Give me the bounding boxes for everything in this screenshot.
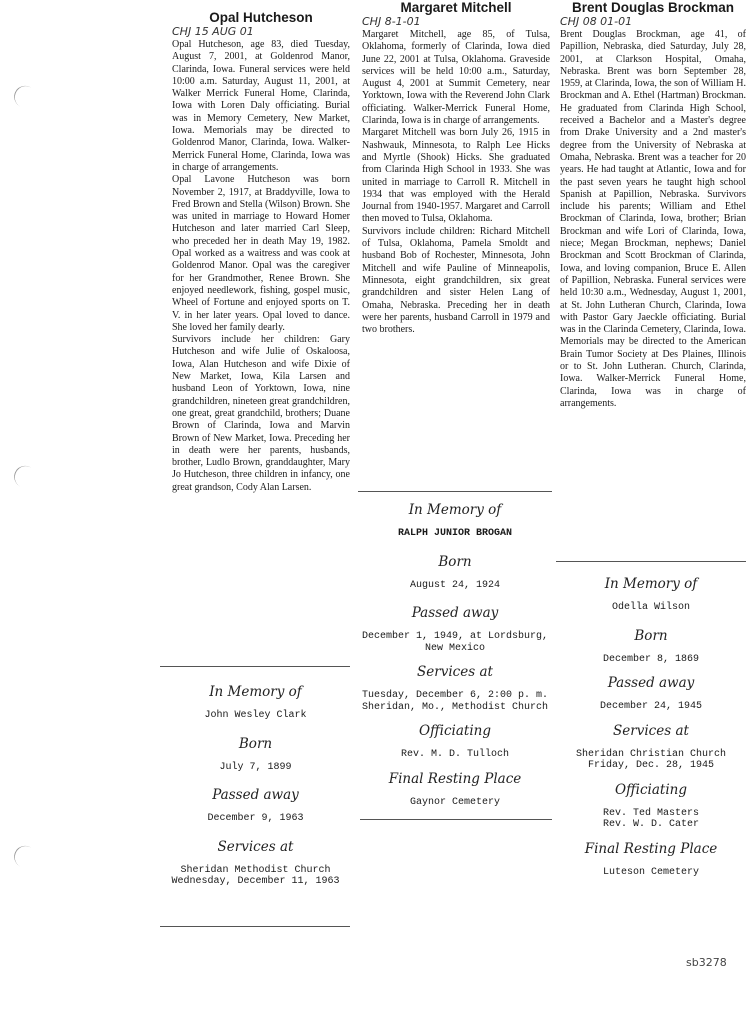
catalog-number: sb3278 xyxy=(686,956,727,969)
obituary-opal-hutcheson xyxy=(172,10,350,669)
memorial-name: RALPH JUNIOR BROGAN xyxy=(397,528,513,539)
born-label: Born xyxy=(634,627,668,644)
officiating-label: Officiating xyxy=(615,781,687,798)
born-date: December 8, 1869 xyxy=(602,653,699,665)
services-place: Sheridan, Mo., Methodist Church xyxy=(361,701,549,713)
clipping-edge xyxy=(160,926,350,927)
passed-label: Passed away xyxy=(212,787,299,803)
services-place: Sheridan Christian Church xyxy=(575,748,727,760)
clipping-edge xyxy=(556,561,746,562)
passed-date: December 9, 1963 xyxy=(207,813,304,824)
services-label: Services at xyxy=(217,838,294,855)
memorial-card-ralph-junior-brogan xyxy=(360,502,550,808)
clipping-edge xyxy=(358,491,552,492)
binder-hole-mark xyxy=(10,82,41,113)
officiating-label: Officiating xyxy=(419,723,491,739)
obituary-headline: Margaret Mitchell xyxy=(400,0,512,15)
resting-place: Gaynor Cemetery xyxy=(409,796,500,808)
handwritten-date: CHJ 08 01-01 xyxy=(560,15,633,28)
resting-place: Luteson Cemetery xyxy=(602,866,699,878)
passed-place: New Mexico xyxy=(424,642,485,654)
born-label: Born xyxy=(238,735,273,752)
obituary-headline: Brent Douglas Brockman xyxy=(571,0,735,15)
services-date: Friday, Dec. 28, 1945 xyxy=(587,760,715,771)
clipping-edge xyxy=(160,666,350,667)
services-date: Tuesday, December 6, 2:00 p. m. xyxy=(361,690,549,701)
obituary-body: Brent Douglas Brockman, age 41, of Papillion, Nebraska, died Saturday, July 28, 2001, at Clarkson Hospital, Omaha, Nebraska. Brent was born September 28, 1959, at Clarinda, Iowa, the son of William H. Brockman and A. Ethel (Hartman) Brockman. He graduated from Clarinda High School, received a Bachelor and a Master's degree from Drake University and a 2nd master's degree from the University of Nebraska at Omaha, Nebraska. Brent was a teacher for 20 years. He had taught at Atlantic, Iowa and for the past seven years he taught high school Spanish at Papillion, Nebraska. Survivors include his parents; William and Ethel Brockman of Clarinda, Iowa, brother; Brian Brockman and wife Lori of Clarinda, Iowa, niece; Megan Brockman, nephews; Daniel Brockman and Scott Brockman of Clarinda, Iowa, and loving companion, Bruce E. Allen of Papillion, Nebraska. Funeral services were held 10:30 a.m., Wednesday, August 1, 2001, at St. John Lutheran Church, Clarinda, Iowa with Pastor Gary Jaeckle officiating. Burial was in the Clarinda Cemetery, Clarinda, Iowa. Memorials may be directed to the American Brain Tumor Society at Des Plaines, Illinois or to St. John Lutheran. Church, Clarinda, Iowa. Walker-Merrick Funeral Home, Clarinda, Iowa was in charge of arrangements. xyxy=(560,29,746,409)
services-date: Wednesday, December 11, 1963 xyxy=(171,876,340,887)
handwritten-date: CHJ 15 AUG 01 xyxy=(172,25,254,38)
memorial-name: Odella Wilson xyxy=(611,602,690,613)
officiating-name: Rev. W. D. Cater xyxy=(602,819,699,830)
born-label: Born xyxy=(438,553,472,570)
officiating-name: Rev. M. D. Tulloch xyxy=(400,749,510,760)
binder-hole-mark xyxy=(10,462,41,493)
born-date: July 7, 1899 xyxy=(219,761,292,773)
born-date: August 24, 1924 xyxy=(409,579,500,591)
obituary-brent-douglas-brockman xyxy=(560,0,746,559)
binder-hole-mark xyxy=(10,842,41,873)
services-label: Services at xyxy=(613,722,689,739)
memorial-heading: In Memory of xyxy=(604,576,698,592)
passed-date: December 24, 1945 xyxy=(599,701,703,712)
resting-label: Final Resting Place xyxy=(388,770,522,787)
passed-date: December 1, 1949, at Lordsburg, xyxy=(361,631,549,642)
resting-label: Final Resting Place xyxy=(584,840,718,857)
obituary-margaret-mitchell xyxy=(362,0,550,489)
services-place: Sheridan Methodist Church xyxy=(180,864,331,876)
clipping-edge xyxy=(360,819,552,820)
obituary-headline: Opal Hutcheson xyxy=(209,10,313,25)
passed-label: Passed away xyxy=(607,675,695,691)
services-label: Services at xyxy=(417,664,493,680)
memorial-heading: In Memory of xyxy=(209,684,302,700)
obituary-body: Opal Hutcheson, age 83, died Tuesday, August 7, 2001, at Goldenrod Manor, Clarinda, Iowa. Funeral services were held 10:00 a.m. Saturday, August 11, 2001, at Walker Merrick Funeral Home, Clarinda, Iowa with Loren Daly officiating. Burial was in Memory Cemetery, New Market, Iowa. Memorials may be directed to Goldenrod Manor, Clarinda, Iowa. Walker-Merrick Funeral Home, Clarinda, Iowa was in charge of arrangements. Opal Lavone Hutcheson was born November 2, 1917, at Braddyville, Iowa to Fred Brown and Stella (Wilson) Brown. She was united in marriage to Howard Homer Hutcheson and later married Carl Sleep, who preceded her in death May 19, 1982. Opal worked as a waitress and was cook at Goldenrod Manor. Opal was the caregiver for her Grandmother, Renee Brown. She enjoyed needlework, fishing, gospel music, Wheel of Fortune and enjoyed sports on T. V. in her later years. Opal loved to dance. She loved her family dearly. Survivors include her children: Gary Hutcheson and wife Julie of Oskaloosa, Iowa, Alan Hutcheson and wife Dixie of New Market, Iowa, Kila Larsen and husband Leon of Yorktown, Iowa, nine grandchildren, nineteen great grandchildren, one great, great grandchild, brothers; Duane Brown of Clarinda, Iowa and Marvin Brown of New Market, Iowa. Preceding her in death were her parents, husbands, brother, Ludlo Brown, granddaughter, Mary Jo Hutcheson, three children in infancy, one great grandson, Cody Alan Larsen. xyxy=(172,39,350,493)
handwritten-date: CHJ 8-1-01 xyxy=(362,15,421,28)
memorial-heading: In Memory of xyxy=(408,502,502,518)
memorial-name: John Wesley Clark xyxy=(204,710,307,721)
officiating-name: Rev. Ted Masters xyxy=(602,807,699,819)
memorial-card-odella-wilson xyxy=(556,576,746,878)
obituary-body: Margaret Mitchell, age 85, of Tulsa, Oklahoma, formerly of Clarinda, Iowa died June 22, 2001 at Tulsa, Oklahoma. Graveside services will be held 10:00 a.m., Saturday, August 4, 2001 at Summit Cemetery, near Yorktown, Iowa with the Reverend John Clark officiating. Walker-Merrick Funeral Home, Clarinda, Iowa is in charge of arrangements. Margaret Mitchell was born July 26, 1915 in Nashwauk, Minnesota, to Ralph Lee Hicks and Myrtle (Shook) Hicks. She graduated from Clarinda High School in 1933. She was united in marriage to Carroll R. Mitchell in 1934 that was employed with the Herald Journal from 1940-1957. Margaret and Carroll then moved to Tulsa, Oklahoma. Survivors include children: Richard Mitchell of Tulsa, Oklahoma, Pamela Smoldt and husband Bob of Rochester, Minnesota, John Mitchell and wife Pauline of Minneapolis, Minnesota, eight grandchildren, six great grandchildren and sister Helen Lang of Omaha, Nebraska. Preceding her in death were her parents, husband Carroll in 1979 and two brothers. xyxy=(362,29,550,336)
memorial-card-john-wesley-clark xyxy=(163,684,348,888)
passed-label: Passed away xyxy=(411,605,499,621)
